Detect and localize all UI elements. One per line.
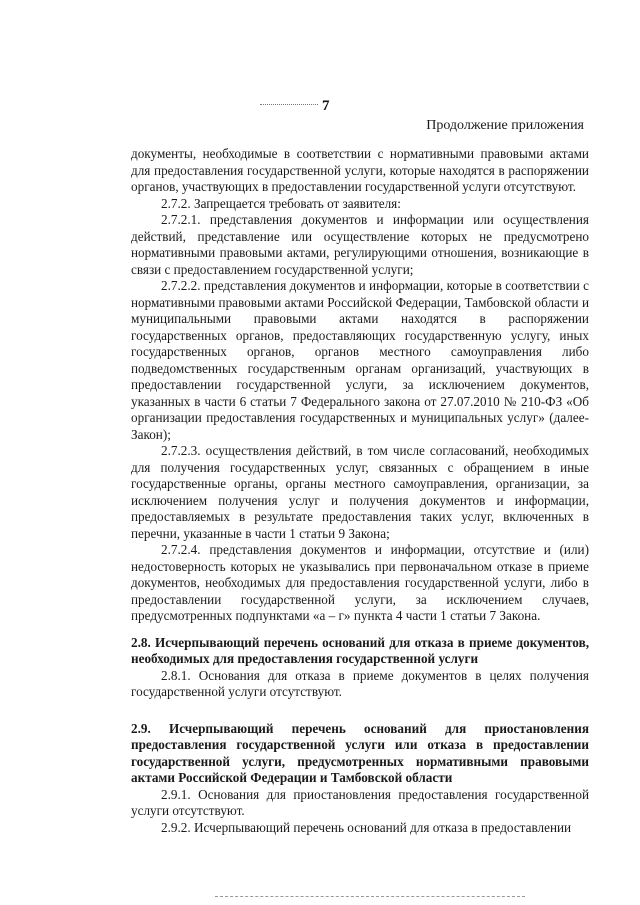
scan-smudge bbox=[260, 104, 318, 109]
paragraph-2-8-1: 2.8.1. Основания для отказа в приеме документов в целях получения государственной услуги отсутствуют. bbox=[131, 667, 589, 699]
scan-bottom-artifact bbox=[215, 896, 525, 897]
paragraph-2-7-2-3: 2.7.2.3. осуществления действий, в том числе согласований, необходимых для получения государственных услуг, связанных с обращением в иные государственные органы, органы местного самоуправления, организации, за исключением получения услуг и получения документов и информации, предоставляемых в результате предоставления таких услуг, включенных в перечни, указанные в части 1 статьи 9 Закона; bbox=[131, 443, 589, 541]
appendix-continuation-note: Продолжение приложения bbox=[426, 118, 584, 133]
paragraph-2-7-2-1: 2.7.2.1. представления документов и информации или осуществления действий, представление или осуществление которых не предусмотрено нормативными правовыми актами, регулирующими отношения, возникающие в связи с предоставлением государственной услуги; bbox=[131, 212, 589, 277]
paragraph-2-9-1: 2.9.1. Основания для приостановления предоставления государственной услуги отсутствуют. bbox=[131, 786, 589, 818]
section-heading-2-8: 2.8. Исчерпывающий перечень оснований для отказа в приеме документов, необходимых для предоставления государственной услуги bbox=[131, 634, 589, 666]
document-body bbox=[131, 146, 589, 836]
paragraph-2-7-2-4: 2.7.2.4. представления документов и информации, отсутствие и (или) недостоверность которых не указывались при первоначальном отказе в приеме документов, необходимых для предоставления государственной услуги, либо в предоставлении государственной услуги, за исключением случаев, предусмотренных подпунктами «а – г» пункта 4 части 1 статьи 7 Закона. bbox=[131, 542, 589, 623]
page-number-value: 7 bbox=[322, 98, 330, 114]
paragraph-2-9-2: 2.9.2. Исчерпывающий перечень оснований для отказа в предоставлении bbox=[161, 819, 572, 835]
section-heading-2-9: 2.9. Исчерпывающий перечень оснований для приостановления предоставления государственной услуги или отказа в предоставлении государственной услуги, предусмотренных нормативными правовыми актами Российской Федерации и Тамбовской области bbox=[131, 720, 589, 785]
paragraph-2-7-2: 2.7.2. Запрещается требовать от заявителя: bbox=[161, 195, 401, 211]
paragraph-2-7-2-2: 2.7.2.2. представления документов и информации, которые в соответствии с нормативными правовыми актами Российской Федерации, Тамбовской области и муниципальными правовыми актами находятся в распоряжении государственных органов, предоставляющих государственную услугу, иных государственных органов, органов местного самоуправления либо подведомственных государственным органам организаций, участвующих в предоставлении государственной услуги, за исключением документов, указанных в части 6 статьи 7 Федерального закона от 27.07.2010 № 210-ФЗ «Об организации предоставления государственных и муниципальных услуг» (далее- Закон); bbox=[131, 278, 589, 442]
paragraph-documents-required: документы, необходимые в соответствии с нормативными правовыми актами для предоставления государственной услуги, которые находятся в распоряжении органов, участвующих в предоставлении государственной услуги отсутствуют. bbox=[131, 146, 589, 194]
page-number bbox=[260, 98, 380, 115]
